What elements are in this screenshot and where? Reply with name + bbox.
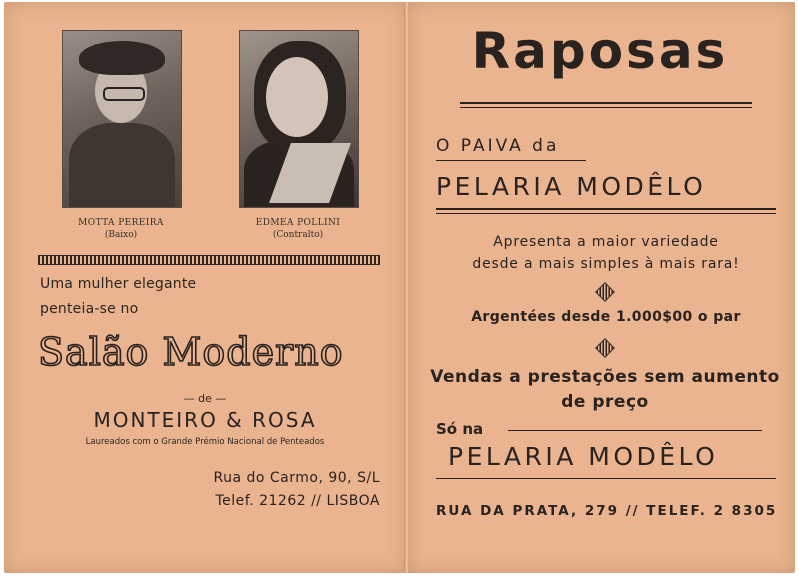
portrait-edmea-pollini [239,30,359,208]
instalments-line-1: Vendas a prestações sem aumento [430,367,780,387]
portrait-face [266,57,328,137]
only-at-label: Só na [436,420,484,438]
ad-headline: Raposas [471,22,729,80]
store-name-repeat-underline [436,478,776,479]
salon-phone: Telef. 21262 // LISBOA [215,493,380,509]
singer-name: MOTTA PEREIRA [78,218,164,228]
salon-address: Rua do Carmo, 90, S/L [213,470,380,486]
headline-underline-thin [460,107,752,108]
store-address: RUA DA PRATA, 279 // TELEF. 2 8305 [436,503,778,519]
portrait-hat [79,41,165,75]
portrait-coat [69,123,175,208]
owner-underline [436,160,586,161]
singer-name: EDMEA POLLINI [255,218,341,228]
award-line: Laureados com o Grande Prémio Nacional de Penteados [85,437,325,447]
instalments-line-2: de preço [561,392,649,412]
store-name-repeat: PELARIA MODÊLO [448,442,719,471]
portrait-glasses [103,87,145,101]
singer-voice: (Contralto) [272,230,324,240]
pitch-line-1: Apresenta a maior variedade [493,234,719,250]
portrait-motta-pereira [62,30,182,208]
only-at-rule [508,430,762,431]
de-separator: — de — [183,392,227,405]
price-line: Argentées desde 1.000$00 o par [471,309,741,325]
store-name-underline [436,208,776,210]
owner-line: O PAIVA da [436,136,560,156]
store-name-underline-thin [436,213,776,214]
firm-name: MONTEIRO & ROSA [93,408,317,432]
singer-voice: (Baixo) [104,230,138,240]
store-name: PELARIA MODÊLO [436,172,707,201]
portrait-caption-2 [228,217,368,241]
salon-name: Salão Moderno [38,330,344,374]
headline-underline [460,102,752,104]
decorative-divider [38,255,380,265]
ad-intro-line-1: Uma mulher elegante [40,276,197,292]
pitch-line-2: desde a mais simples à mais rara! [472,256,740,272]
ad-intro-line-2: penteia-se no [40,301,139,317]
portrait-caption-1 [51,217,191,241]
